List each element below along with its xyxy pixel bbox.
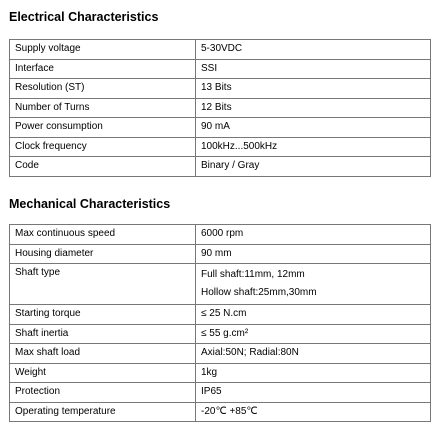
table-row	[10, 363, 431, 383]
value-protection: IP65	[196, 383, 431, 403]
table-row	[10, 118, 431, 138]
value-resolution: 13 Bits	[196, 79, 431, 99]
table-row	[10, 59, 431, 79]
value-power-consumption: 90 mA	[196, 118, 431, 138]
table-row	[10, 225, 431, 245]
table-row	[10, 40, 431, 60]
value-starting-torque: ≤ 25 N.cm	[196, 305, 431, 325]
value-max-shaft-load: Axial:50N; Radial:80N	[196, 344, 431, 364]
value-supply-voltage: 5-30VDC	[196, 40, 431, 60]
value-operating-temperature: -20℃ +85℃	[196, 402, 431, 422]
value-clock-frequency: 100kHz...500kHz	[196, 137, 431, 157]
table-row	[10, 324, 431, 344]
param-max-shaft-load: Max shaft load	[10, 344, 196, 364]
table-row	[10, 402, 431, 422]
electrical-characteristics-heading: Electrical Characteristics	[9, 10, 159, 24]
param-max-continuous-speed: Max continuous speed	[10, 225, 196, 245]
param-power-consumption: Power consumption	[10, 118, 196, 138]
table-row	[10, 244, 431, 264]
value-shaft-type	[196, 264, 431, 305]
table-row	[10, 137, 431, 157]
param-clock-frequency: Clock frequency	[10, 137, 196, 157]
param-operating-temperature: Operating temperature	[10, 402, 196, 422]
table-row	[10, 264, 431, 305]
mechanical-characteristics-table	[9, 224, 431, 422]
param-protection: Protection	[10, 383, 196, 403]
value-number-of-turns: 12 Bits	[196, 98, 431, 118]
param-number-of-turns: Number of Turns	[10, 98, 196, 118]
table-row	[10, 344, 431, 364]
electrical-characteristics-table	[9, 39, 431, 177]
param-starting-torque: Starting torque	[10, 305, 196, 325]
table-row	[10, 79, 431, 99]
param-supply-voltage: Supply voltage	[10, 40, 196, 60]
value-housing-diameter: 90 mm	[196, 244, 431, 264]
param-shaft-inertia: Shaft inertia	[10, 324, 196, 344]
param-interface: Interface	[10, 59, 196, 79]
table-row	[10, 383, 431, 403]
value-max-continuous-speed: 6000 rpm	[196, 225, 431, 245]
value-interface: SSI	[196, 59, 431, 79]
table-row	[10, 157, 431, 177]
param-shaft-type: Shaft type	[10, 264, 196, 305]
value-shaft-inertia: ≤ 55 g.cm²	[196, 324, 431, 344]
param-housing-diameter: Housing diameter	[10, 244, 196, 264]
table-row	[10, 305, 431, 325]
value-weight: 1kg	[196, 363, 431, 383]
param-code: Code	[10, 157, 196, 177]
param-weight: Weight	[10, 363, 196, 383]
value-shaft-type-hollow: Hollow shaft:25mm,30mm	[201, 287, 317, 298]
value-shaft-type-full: Full shaft:11mm, 12mm	[201, 269, 305, 280]
mechanical-characteristics-heading: Mechanical Characteristics	[9, 197, 171, 211]
value-code: Binary / Gray	[196, 157, 431, 177]
param-resolution: Resolution (ST)	[10, 79, 196, 99]
table-row	[10, 98, 431, 118]
